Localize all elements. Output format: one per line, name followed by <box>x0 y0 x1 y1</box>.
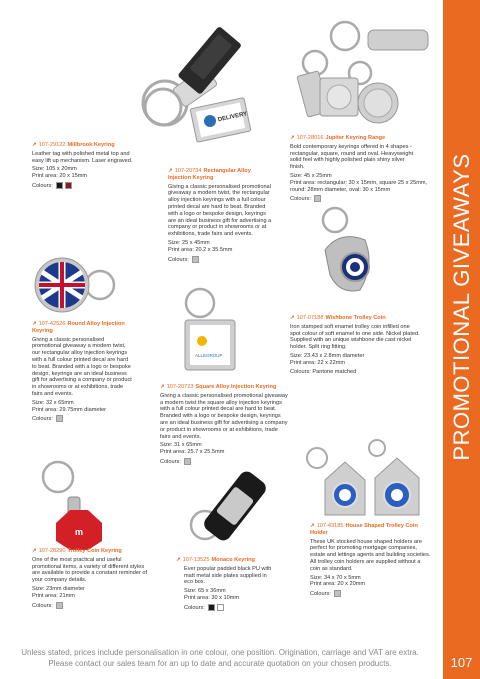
house-trolley-coin-holder-image <box>305 440 435 525</box>
rectangular-alloy-keyring-image <box>138 85 263 165</box>
colour-swatch <box>56 182 63 189</box>
product-size: Size: 105 x 20mm <box>32 166 77 173</box>
wishbone-trolley-coin-image <box>305 205 395 305</box>
product-house-holder <box>310 523 432 598</box>
product-title: ↗ 107-43185 House Shaped Trolley Coin Holder <box>310 523 418 536</box>
product-round-alloy <box>32 321 132 423</box>
product-size: Size: 31 x 65mm <box>160 442 202 449</box>
colour-swatch <box>192 256 199 263</box>
colour-swatch <box>208 604 215 611</box>
product-millbrook <box>32 142 140 190</box>
product-size: Size: 34 x 70 x 5mm <box>310 574 361 581</box>
footer-line-1: Unless stated, prices include personalisation in one colour, one position. Origination, carriage and VAT are extra. <box>21 648 419 657</box>
product-print-area: Print area: 20.2 x 35.5mm <box>168 246 233 253</box>
product-size: Size: 45 x 25mm <box>290 172 332 179</box>
product-size: Size: 23.43 x 2.8mm diameter <box>290 352 365 359</box>
product-size: Size: 25 x 45mm <box>168 239 210 246</box>
product-description: Iron stamped soft enamel trolley coin infilled one spot colour of soft enamel to one side. Nickel plated. Supplied with an unique wishbone die cast nickel holder. Split ring fitting. <box>290 323 420 351</box>
product-trolley-coin-keyring <box>32 548 150 609</box>
colour-swatch <box>65 182 72 189</box>
product-colours: Colours: <box>32 602 150 610</box>
arrow-icon: ↗ <box>290 135 295 141</box>
product-size: Size: 65 x 36mm <box>184 588 226 595</box>
product-title: ↗ 107-20734 Rectangular Alloy Injection Keyring <box>168 168 251 181</box>
product-monaco <box>176 557 276 612</box>
page-number: 107 <box>443 647 480 679</box>
product-description: These UK stocked house shaped holders are perfect for promoting mortgage companies, estate and lettings agents and building societies. All trolley coin holders are supplied without a coin as standard. <box>310 538 431 572</box>
product-wishbone <box>290 315 438 375</box>
jupiter-keyring-image <box>290 18 440 133</box>
product-colours: Colours: <box>310 590 432 598</box>
product-size: Size: 23mm diameter <box>32 585 85 592</box>
product-colours: Colours: <box>168 256 273 264</box>
colour-swatch <box>314 195 321 202</box>
trolley-coin-keyring-image <box>30 455 120 550</box>
product-description: Ever popular padded black PU with matt metal side plates supplied in eco box. <box>184 565 272 586</box>
square-alloy-keyring-image <box>175 285 255 385</box>
product-print-area: Print area: 20 x 20mm <box>310 581 366 588</box>
arrow-icon: ↗ <box>168 168 173 174</box>
footer-disclaimer <box>20 647 420 669</box>
arrow-icon: ↗ <box>32 321 37 327</box>
colour-swatch <box>184 458 191 465</box>
product-print-area: Print area: rectangular: 30 x 15mm, square 25 x 25mm, round: 28mm diameter, oval: 30 x 15mm <box>290 179 428 193</box>
delivery-logo-text: DELIVERY <box>217 111 248 124</box>
product-colours: Colours: <box>32 182 140 190</box>
product-description: Bold contemporary keyrings offered in 4 shapes - rectangular, square, round and oval. Heavyweight solid feel with highly polished plain shiny silver finish. <box>290 143 414 171</box>
arrow-icon: ↗ <box>32 142 37 148</box>
arrow-icon: ↗ <box>160 384 165 390</box>
product-print-area: Print area: 22 x 22mm <box>290 359 346 366</box>
monaco-keyring-image <box>185 460 285 555</box>
product-print-area: Print area: 30 x 10mm <box>184 594 240 601</box>
product-title: ↗ 107-20723 Square Alloy Injection Keyring <box>160 384 277 390</box>
product-print-area: Print area: 21mm <box>32 592 75 599</box>
side-title-text: PROMOTIONAL GIVEAWAYS <box>449 153 474 461</box>
svg-text:m: m <box>75 527 84 537</box>
product-description: Giving a classic personalised promotional giveaway a modern twist, the rectangular alloy injection keyrings with a full colour printed decal are hard to beat. Branded with a logo or bespoke design, keyrings are an ideal business gift for advertising a company or product in showrooms or at exhibitions, trade fairs and events. <box>168 183 272 238</box>
product-colours: Colours: Pantone matched <box>290 368 357 375</box>
product-square-alloy <box>160 384 288 466</box>
product-colours: Colours: <box>290 195 440 203</box>
product-description: Leather tag with polished metal top and easy lift up mechanism. Laser engraved. <box>32 150 133 164</box>
colour-swatch <box>56 602 63 609</box>
product-size: Size: 32 x 65mm <box>32 399 74 406</box>
product-description: Giving a classic personalised promotional giveaway a modern twist, our rectangular alloy injection keyrings with a full colour printed decal are hard to beat. Branded with a logo or bespoke design, keyrings are an ideal business gift for advertising a company or product in showrooms or at exhibitions, trade fairs and events. <box>32 336 132 397</box>
footer-line-2: Please contact our sales team for an up to date and accurate quotation on your chosen products. <box>48 659 392 668</box>
arrow-icon: ↗ <box>290 315 295 321</box>
product-print-area: Print area: 29.75mm diameter <box>32 406 106 413</box>
product-colours: Colours: <box>160 458 288 466</box>
product-title: ↗ 107-29122 Millbrook Keyring <box>32 142 115 148</box>
product-colours: Colours: <box>32 415 132 423</box>
product-colours: Colours: <box>184 604 276 612</box>
product-title: ↗ 107-07188 Wishbone Trolley Coin <box>290 315 386 321</box>
arrow-icon: ↗ <box>32 548 37 554</box>
arrow-icon: ↗ <box>310 523 315 529</box>
colour-swatch <box>217 604 224 611</box>
product-title: ↗ 107-28290 Trolley Coin Keyring <box>32 548 122 554</box>
product-title: ↗ 107-13525 Monaco Keyring <box>176 557 255 563</box>
product-title: ↗ 107-42526 Round Alloy Injection Keyring <box>32 321 125 334</box>
product-rectangular-alloy <box>168 168 273 263</box>
round-alloy-keyring-image <box>30 250 120 320</box>
product-title: ↗ 107-28016 Jupiter Keyring Range <box>290 135 386 141</box>
product-jupiter <box>290 135 440 203</box>
product-print-area: Print area: 20 x 15mm <box>32 173 88 180</box>
colour-swatch <box>56 415 63 422</box>
allegroup-logo-text: ALLEGROUP <box>195 353 223 358</box>
side-title <box>445 153 479 461</box>
product-print-area: Print area: 25.7 x 25.5mm <box>160 449 225 456</box>
product-description: Giving a classic personalised promotional giveaway a modern twist the square alloy injection keyrings with a full colour printed decal are hard to beat. Branded with a logo or bespoke design, keyrings are an ideal business gift for advertising a company or product in showrooms or at exhibitions, trade fairs and events. <box>160 392 288 440</box>
product-description: One of the most practical and useful promotional items, a variety of different styles are available to provide a constant reminder of your company details. <box>32 556 148 584</box>
colour-swatch <box>334 590 341 597</box>
arrow-icon: ↗ <box>176 557 181 563</box>
